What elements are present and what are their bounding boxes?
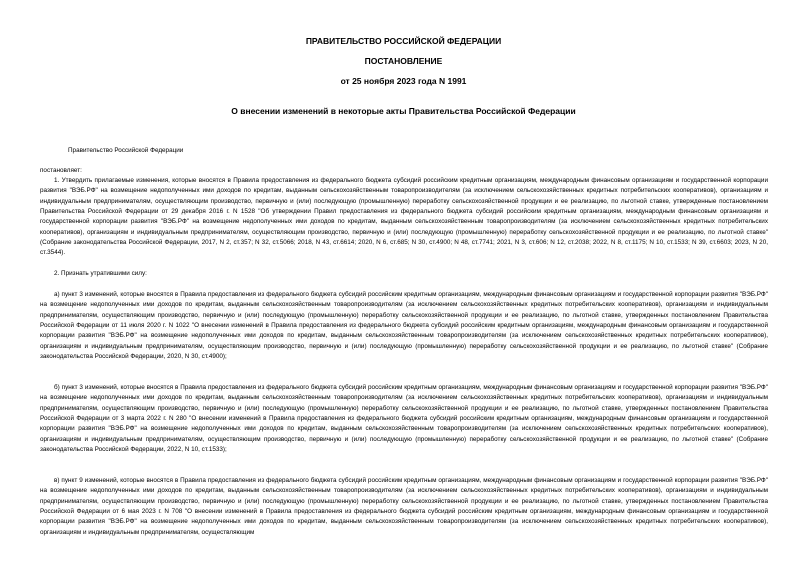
paragraph-item-2: 2. Признать утратившими силу: (54, 270, 147, 277)
paragraph-item-2a: а) пункт 3 изменений, которые вносятся в Правила предоставления из федерального бюджета субсидий российским кредитным организациям, международным финансовым организациям и государственной корпорации развития "ВЭБ.РФ" на возмещение недополученных ими доходов по кредитам, выданным сельскохозяйственным товаропроизводителям (за исключением сельскохозяйственных кредитных потребительских кооперативов), организациям и индивидуальным предпринимателям, осуществляющим производство, первичную и (или) последующую (промышленную) переработку сельскохозяйственной продукции и ее реализацию, по льготной ставке, утвержденных постановлением Правительства Российской Федерации от 11 июля 2020 г. N 1022 "О внесении изменений в Правила предоставления из федерального бюджета субсидий российским кредитным организациям, международным финансовым организациям и государственной корпорации развития "ВЭБ.РФ" на возмещение недополученных ими доходов по кредитам, выданным сельскохозяйственным товаропроизводителям (за исключением сельскохозяйственных кредитных потребительских кооперативов), организациям и индивидуальным предпринимателям, осуществляющим производство, первичную и (или) последующую (промышленную) переработку сельскохозяйственной продукции и ее реализацию, по льготной ставке" (Собрание законодательства Российской Федерации, 2020, N 30, ст.4900); (40, 291, 768, 361)
government-heading: ПРАВИТЕЛЬСТВО РОССИЙСКОЙ ФЕДЕРАЦИИ (305, 36, 502, 46)
document-type-heading: ПОСТАНОВЛЕНИЕ (364, 56, 443, 66)
date-number-heading: от 25 ноября 2023 года N 1991 (340, 76, 467, 86)
paragraph-item-2c: в) пункт 9 изменений, которые вносятся в Правила предоставления из федерального бюджета субсидий российским кредитным организациям, международным финансовым организациям и государственной корпорации развития "ВЭБ.РФ" на возмещение недополученных ими доходов по кредитам, выданным сельскохозяйственным товаропроизводителям (за исключением сельскохозяйственных кредитных потребительских кооперативов), организациям и индивидуальным предпринимателям, осуществляющим производство, первичную и (или) последующую (промышленную) переработку сельскохозяйственной продукции и ее реализацию, по льготной ставке, утвержденных постановлением Правительства Российской Федерации от 6 мая 2023 г. N 708 "О внесении изменений в Правила предоставления из федерального бюджета субсидий российским кредитным организациям, международным финансовым организациям и государственной корпорации развития "ВЭБ.РФ" на возмещение недополученных ими доходов по кредитам, выданным сельскохозяйственным товаропроизводителям (за исключением сельскохозяйственных кредитных потребительских кооперативов), организациям и индивидуальным предпринимателям, осуществляющим (40, 477, 768, 536)
paragraph-item-1: 1. Утвердить прилагаемые изменения, которые вносятся в Правила предоставления из федерального бюджета субсидий российским кредитным организациям, международным финансовым организациям и государственной корпорации развития "ВЭБ.РФ" на возмещение недополученных ими доходов по кредитам, выданным сельскохозяйственным товаропроизводителям (за исключением сельскохозяйственных кредитных потребительских кооперативов), организациям и индивидуальным предпринимателям, осуществляющим производство, первичную и (или) последующую (промышленную) переработку сельскохозяйственной продукции и ее реализацию, по льготной ставке, утвержденные постановлением Правительства Российской Федерации от 29 декабря 2016 г. N 1528 "Об утверждении Правил предоставления из федерального бюджета субсидий российским кредитным организациям, международным финансовым организациям и государственной корпорации развития "ВЭБ.РФ" на возмещение недополученных ими доходов по кредитам, выданным сельскохозяйственным товаропроизводителям (за исключением сельскохозяйственных кредитных потребительских кооперативов), организациям и индивидуальным предпринимателям, осуществляющим производство, первичную и (или) последующую (промышленную) переработку сельскохозяйственной продукции и ее реализацию, по льготной ставке" (Собрание законодательства Российской Федерации, 2017, N 2, ст.357; N 32, ст.5066; 2018, N 43, ст.6614; 2020, N 6, ст.685; N 30, ст.4900; N 48, ст.7741; 2021, N 3, ст.606; N 12, ст.2038; 2022, N 8, ст.1175; N 10, ст.1533; N 39, ст.6603; 2023, N 20, ст.3544). (40, 177, 768, 257)
decree-line: постановляет: (40, 167, 82, 174)
paragraph-item-2b: б) пункт 3 изменений, которые вносятся в Правила предоставления из федерального бюджета субсидий российским кредитным организациям, международным финансовым организациям и государственной корпорации развития "ВЭБ.РФ" на возмещение недополученных ими доходов по кредитам, выданным сельскохозяйственным товаропроизводителям (за исключением сельскохозяйственных кредитных потребительских кооперативов), организациям и индивидуальным предпринимателям, осуществляющим производство, первичную и (или) последующую (промышленную) переработку сельскохозяйственной продукции и ее реализацию, по льготной ставке, утвержденных постановлением Правительства Российской Федерации от 3 марта 2022 г. N 280 "О внесении изменений в Правила предоставления из федерального бюджета субсидий российским кредитным организациям, международным финансовым организациям и государственной корпорации развития "ВЭБ.РФ" на возмещение недополученных ими доходов по кредитам, выданным сельскохозяйственным товаропроизводителям (за исключением сельскохозяйственных кредитных потребительских кооперативов), организациям и индивидуальным предпринимателям, осуществляющим производство, первичную и (или) последующую (промышленную) переработку сельскохозяйственной продукции и ее реализацию, по льготной ставке" (Собрание законодательства Российской Федерации, 2022, N 10, ст.1533); (40, 384, 768, 454)
issuer-line: Правительство Российской Федерации (68, 147, 184, 154)
document-title: О внесении изменений в некоторые акты Правительства Российской Федерации (231, 106, 576, 116)
